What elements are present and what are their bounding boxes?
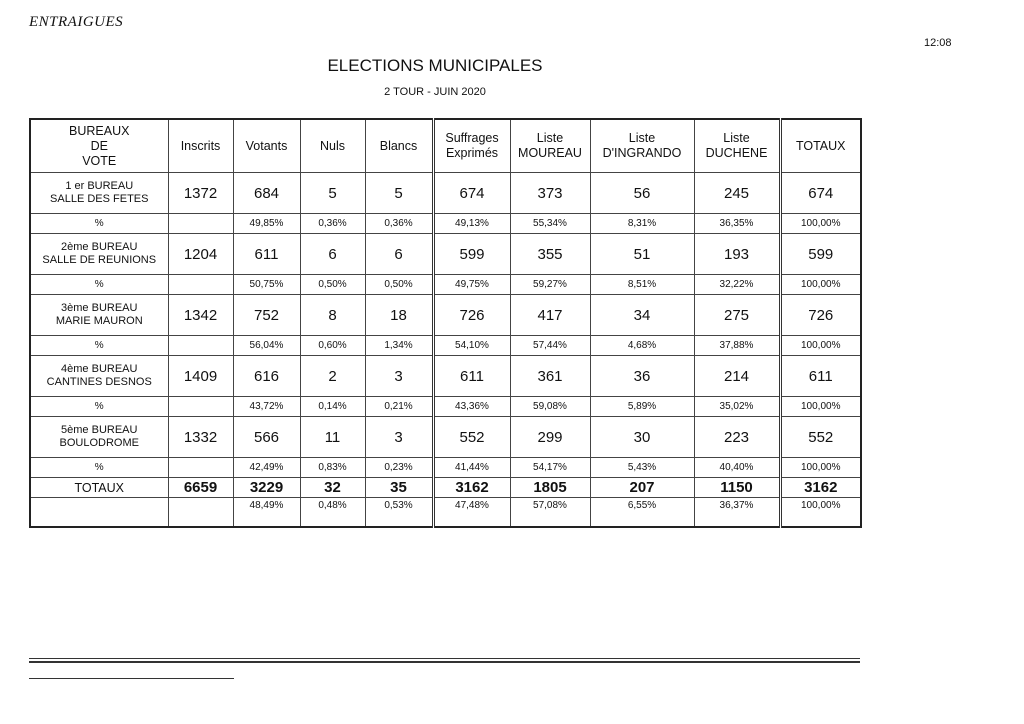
- percent-cell: 5,89%: [590, 397, 694, 417]
- percent-cell: 100,00%: [780, 458, 861, 478]
- total-cell: 32: [300, 478, 365, 498]
- bureau-row: [30, 356, 861, 397]
- percent-cell: 37,88%: [694, 336, 780, 356]
- value-cell: 6: [300, 234, 365, 275]
- percent-cell: 54,17%: [510, 458, 590, 478]
- percent-label: %: [30, 336, 168, 356]
- percent-cell: 55,34%: [510, 214, 590, 234]
- value-cell: 3: [365, 417, 433, 458]
- empty-cell: [30, 498, 168, 528]
- value-cell: 674: [780, 173, 861, 214]
- results-table: [29, 118, 862, 528]
- value-cell: 611: [780, 356, 861, 397]
- value-cell: 552: [780, 417, 861, 458]
- total-cell: 1150: [694, 478, 780, 498]
- percent-label: %: [30, 214, 168, 234]
- percent-cell: 0,36%: [365, 214, 433, 234]
- percent-cell: 8,31%: [590, 214, 694, 234]
- total-cell: 3229: [233, 478, 300, 498]
- percent-row: [30, 397, 861, 417]
- bureau-place: SALLE DE REUNIONS: [42, 254, 157, 266]
- value-cell: 275: [694, 295, 780, 336]
- value-cell: 193: [694, 234, 780, 275]
- percent-cell: 0,50%: [300, 275, 365, 295]
- total-percent-cell: [168, 498, 233, 528]
- percent-cell: 54,10%: [433, 336, 510, 356]
- value-cell: 3: [365, 356, 433, 397]
- value-cell: 18: [365, 295, 433, 336]
- percent-cell: 57,44%: [510, 336, 590, 356]
- percent-label: %: [30, 275, 168, 295]
- percent-cell: 0,36%: [300, 214, 365, 234]
- bureau-row: [30, 295, 861, 336]
- percent-cell: [168, 458, 233, 478]
- header-cell: Liste DUCHENE: [694, 119, 780, 173]
- total-cell: 3162: [433, 478, 510, 498]
- total-cell: 35: [365, 478, 433, 498]
- value-cell: 11: [300, 417, 365, 458]
- percent-cell: 0,60%: [300, 336, 365, 356]
- bureau-label: [30, 356, 168, 397]
- percent-cell: 100,00%: [780, 397, 861, 417]
- total-percent-cell: 100,00%: [780, 498, 861, 528]
- percent-cell: 35,02%: [694, 397, 780, 417]
- bureau-number: 5ème BUREAU: [61, 424, 138, 436]
- bureau-label: [30, 295, 168, 336]
- header-cell: Liste D'INGRANDO: [590, 119, 694, 173]
- percent-cell: 49,13%: [433, 214, 510, 234]
- value-cell: 417: [510, 295, 590, 336]
- totals-percent-row: [30, 498, 861, 528]
- value-cell: 6: [365, 234, 433, 275]
- value-cell: 214: [694, 356, 780, 397]
- value-cell: 616: [233, 356, 300, 397]
- value-cell: 34: [590, 295, 694, 336]
- percent-cell: 8,51%: [590, 275, 694, 295]
- value-cell: 355: [510, 234, 590, 275]
- value-cell: 566: [233, 417, 300, 458]
- header-cell: Liste MOUREAU: [510, 119, 590, 173]
- total-cell: 207: [590, 478, 694, 498]
- value-cell: 611: [433, 356, 510, 397]
- header-cell: TOTAUX: [780, 119, 861, 173]
- percent-row: [30, 214, 861, 234]
- value-cell: 726: [780, 295, 861, 336]
- percent-cell: 100,00%: [780, 214, 861, 234]
- bureau-number: 2ème BUREAU: [61, 241, 138, 253]
- bureau-number: 3ème BUREAU: [61, 302, 138, 314]
- percent-cell: 100,00%: [780, 336, 861, 356]
- percent-cell: 59,08%: [510, 397, 590, 417]
- bureau-label: [30, 173, 168, 214]
- page-title: ELECTIONS MUNICIPALES: [327, 56, 543, 75]
- value-cell: 373: [510, 173, 590, 214]
- percent-cell: 56,04%: [233, 336, 300, 356]
- total-percent-cell: 47,48%: [433, 498, 510, 528]
- totals-row: [30, 478, 861, 498]
- percent-cell: [168, 336, 233, 356]
- percent-cell: 1,34%: [365, 336, 433, 356]
- header-cell: Suffrages Exprimés: [433, 119, 510, 173]
- percent-cell: 49,85%: [233, 214, 300, 234]
- value-cell: 51: [590, 234, 694, 275]
- total-percent-cell: 0,53%: [365, 498, 433, 528]
- total-percent-cell: 57,08%: [510, 498, 590, 528]
- value-cell: 1332: [168, 417, 233, 458]
- value-cell: 684: [233, 173, 300, 214]
- percent-cell: 0,23%: [365, 458, 433, 478]
- header-cell: Inscrits: [168, 119, 233, 173]
- percent-cell: 36,35%: [694, 214, 780, 234]
- value-cell: 726: [433, 295, 510, 336]
- percent-cell: 59,27%: [510, 275, 590, 295]
- value-cell: 1204: [168, 234, 233, 275]
- value-cell: 1409: [168, 356, 233, 397]
- percent-row: [30, 336, 861, 356]
- bureau-label: [30, 234, 168, 275]
- value-cell: 611: [233, 234, 300, 275]
- percent-row: [30, 275, 861, 295]
- value-cell: 223: [694, 417, 780, 458]
- bureau-number: 4ème BUREAU: [61, 363, 138, 375]
- value-cell: 599: [780, 234, 861, 275]
- footer-rule: [29, 658, 860, 659]
- percent-cell: 50,75%: [233, 275, 300, 295]
- value-cell: 5: [365, 173, 433, 214]
- header-cell: Nuls: [300, 119, 365, 173]
- value-cell: 299: [510, 417, 590, 458]
- totals-label: TOTAUX: [30, 478, 168, 498]
- percent-label: %: [30, 458, 168, 478]
- percent-cell: 42,49%: [233, 458, 300, 478]
- bureau-row: [30, 234, 861, 275]
- percent-cell: 40,40%: [694, 458, 780, 478]
- header-cell: Blancs: [365, 119, 433, 173]
- percent-cell: 100,00%: [780, 275, 861, 295]
- value-cell: 8: [300, 295, 365, 336]
- percent-cell: [168, 214, 233, 234]
- value-cell: 5: [300, 173, 365, 214]
- total-percent-cell: 0,48%: [300, 498, 365, 528]
- bureau-label: [30, 417, 168, 458]
- bureau-place: MARIE MAURON: [55, 315, 143, 327]
- total-cell: 1805: [510, 478, 590, 498]
- value-cell: 752: [233, 295, 300, 336]
- percent-label: %: [30, 397, 168, 417]
- value-cell: 2: [300, 356, 365, 397]
- percent-row: [30, 458, 861, 478]
- total-percent-cell: 6,55%: [590, 498, 694, 528]
- percent-cell: 43,72%: [233, 397, 300, 417]
- value-cell: 1372: [168, 173, 233, 214]
- bureau-place: BOULODROME: [59, 437, 139, 449]
- value-cell: 30: [590, 417, 694, 458]
- footer-rule-thick: [29, 661, 860, 663]
- print-time: 12:08: [924, 37, 952, 49]
- percent-cell: 0,50%: [365, 275, 433, 295]
- footer-short-rule: [29, 678, 234, 679]
- total-cell: 3162: [780, 478, 861, 498]
- bureau-row: [30, 417, 861, 458]
- value-cell: 245: [694, 173, 780, 214]
- bureau-place: CANTINES DESNOS: [46, 376, 152, 388]
- header-cell: BUREAUX DE VOTE: [30, 119, 168, 173]
- percent-cell: 5,43%: [590, 458, 694, 478]
- percent-cell: 4,68%: [590, 336, 694, 356]
- value-cell: 56: [590, 173, 694, 214]
- percent-cell: 43,36%: [433, 397, 510, 417]
- value-cell: 552: [433, 417, 510, 458]
- town-name: ENTRAIGUES: [29, 14, 124, 30]
- percent-cell: 0,83%: [300, 458, 365, 478]
- page-subtitle: 2 TOUR - JUIN 2020: [384, 86, 486, 98]
- percent-cell: 0,14%: [300, 397, 365, 417]
- total-cell: 6659: [168, 478, 233, 498]
- total-percent-cell: 48,49%: [233, 498, 300, 528]
- total-percent-cell: 36,37%: [694, 498, 780, 528]
- bureau-row: [30, 173, 861, 214]
- value-cell: 599: [433, 234, 510, 275]
- percent-cell: [168, 397, 233, 417]
- value-cell: 36: [590, 356, 694, 397]
- bureau-place: SALLE DES FETES: [50, 193, 149, 205]
- bureau-number: 1 er BUREAU: [65, 180, 134, 192]
- header-row: [30, 119, 861, 173]
- value-cell: 361: [510, 356, 590, 397]
- percent-cell: 32,22%: [694, 275, 780, 295]
- percent-cell: [168, 275, 233, 295]
- percent-cell: 0,21%: [365, 397, 433, 417]
- value-cell: 674: [433, 173, 510, 214]
- percent-cell: 41,44%: [433, 458, 510, 478]
- value-cell: 1342: [168, 295, 233, 336]
- header-cell: Votants: [233, 119, 300, 173]
- percent-cell: 49,75%: [433, 275, 510, 295]
